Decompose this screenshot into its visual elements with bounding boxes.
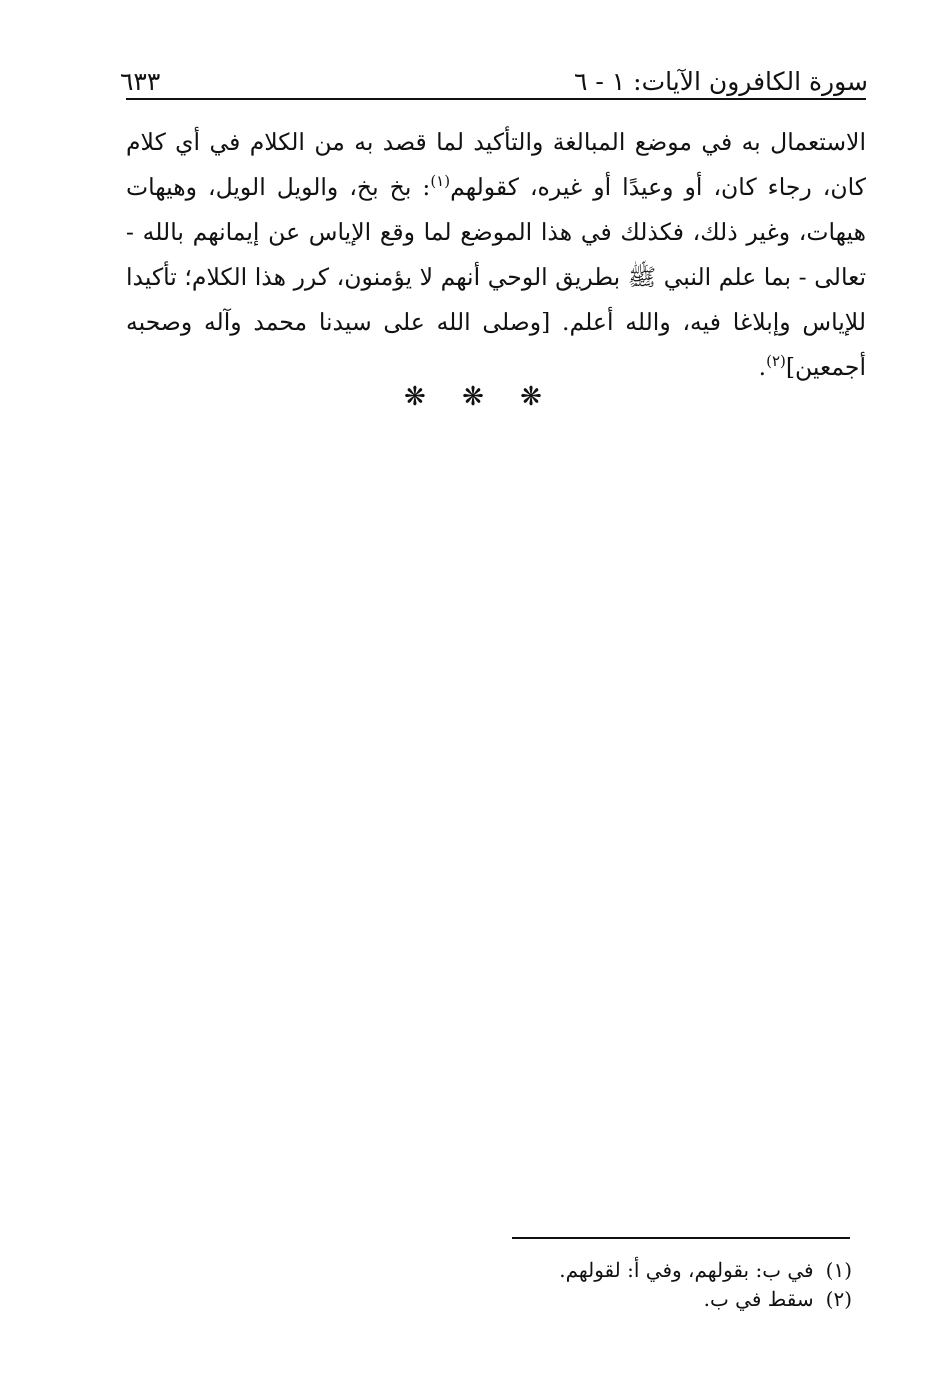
section-separator [0,382,946,412]
footnote-number: (١) [825,1258,852,1282]
footnote-reference-1: (١) [430,172,451,191]
running-head [120,52,868,96]
chapter-title: سورة الكافرون الآيات: ١ - ٦ [574,67,868,96]
footnotes [400,1256,852,1314]
footnote-reference-2: (٢) [766,352,786,371]
asterism-icon: ❋ [404,382,426,412]
footnote-number: (٢) [825,1287,852,1311]
body-text-segment-1: الاستعمال به في موضع المبالغة والتأكيد لما قصد به من الكلام في أي كلام كان، رجاء كان، أو وعيدًا أو غيره، كقولهم [126,128,866,201]
footnote-2 [400,1285,852,1314]
header-rule [126,98,866,100]
body-text-segment-3: . [758,353,767,381]
body-text [126,120,866,390]
footnote-text: في ب: بقولهم، وفي أ: لقولهم. [559,1258,814,1282]
page-number: ٦٣٣ [120,67,161,96]
footnote-text: سقط في ب. [703,1287,814,1311]
footnote-1 [400,1256,852,1285]
body-text-segment-2: : بخ بخ، والويل الويل، وهيهات هيهات، وغير ذلك، فكذلك في هذا الموضع لما وقع الإياس عن إيمانهم بالله - تعالى - بما علم النبي ﷺ بطريق الوحي أنهم لا يؤمنون، كرر هذا الكلام؛ تأكيدا للإياس وإبلاغا فيه، والله أعلم. [وصلى الله على سيدنا محمد وآله وصحبه أجمعين] [126,173,866,381]
body-paragraph [126,120,866,390]
asterism-icon: ❋ [520,382,542,412]
footnote-rule [512,1237,850,1239]
asterism-icon: ❋ [462,382,484,412]
